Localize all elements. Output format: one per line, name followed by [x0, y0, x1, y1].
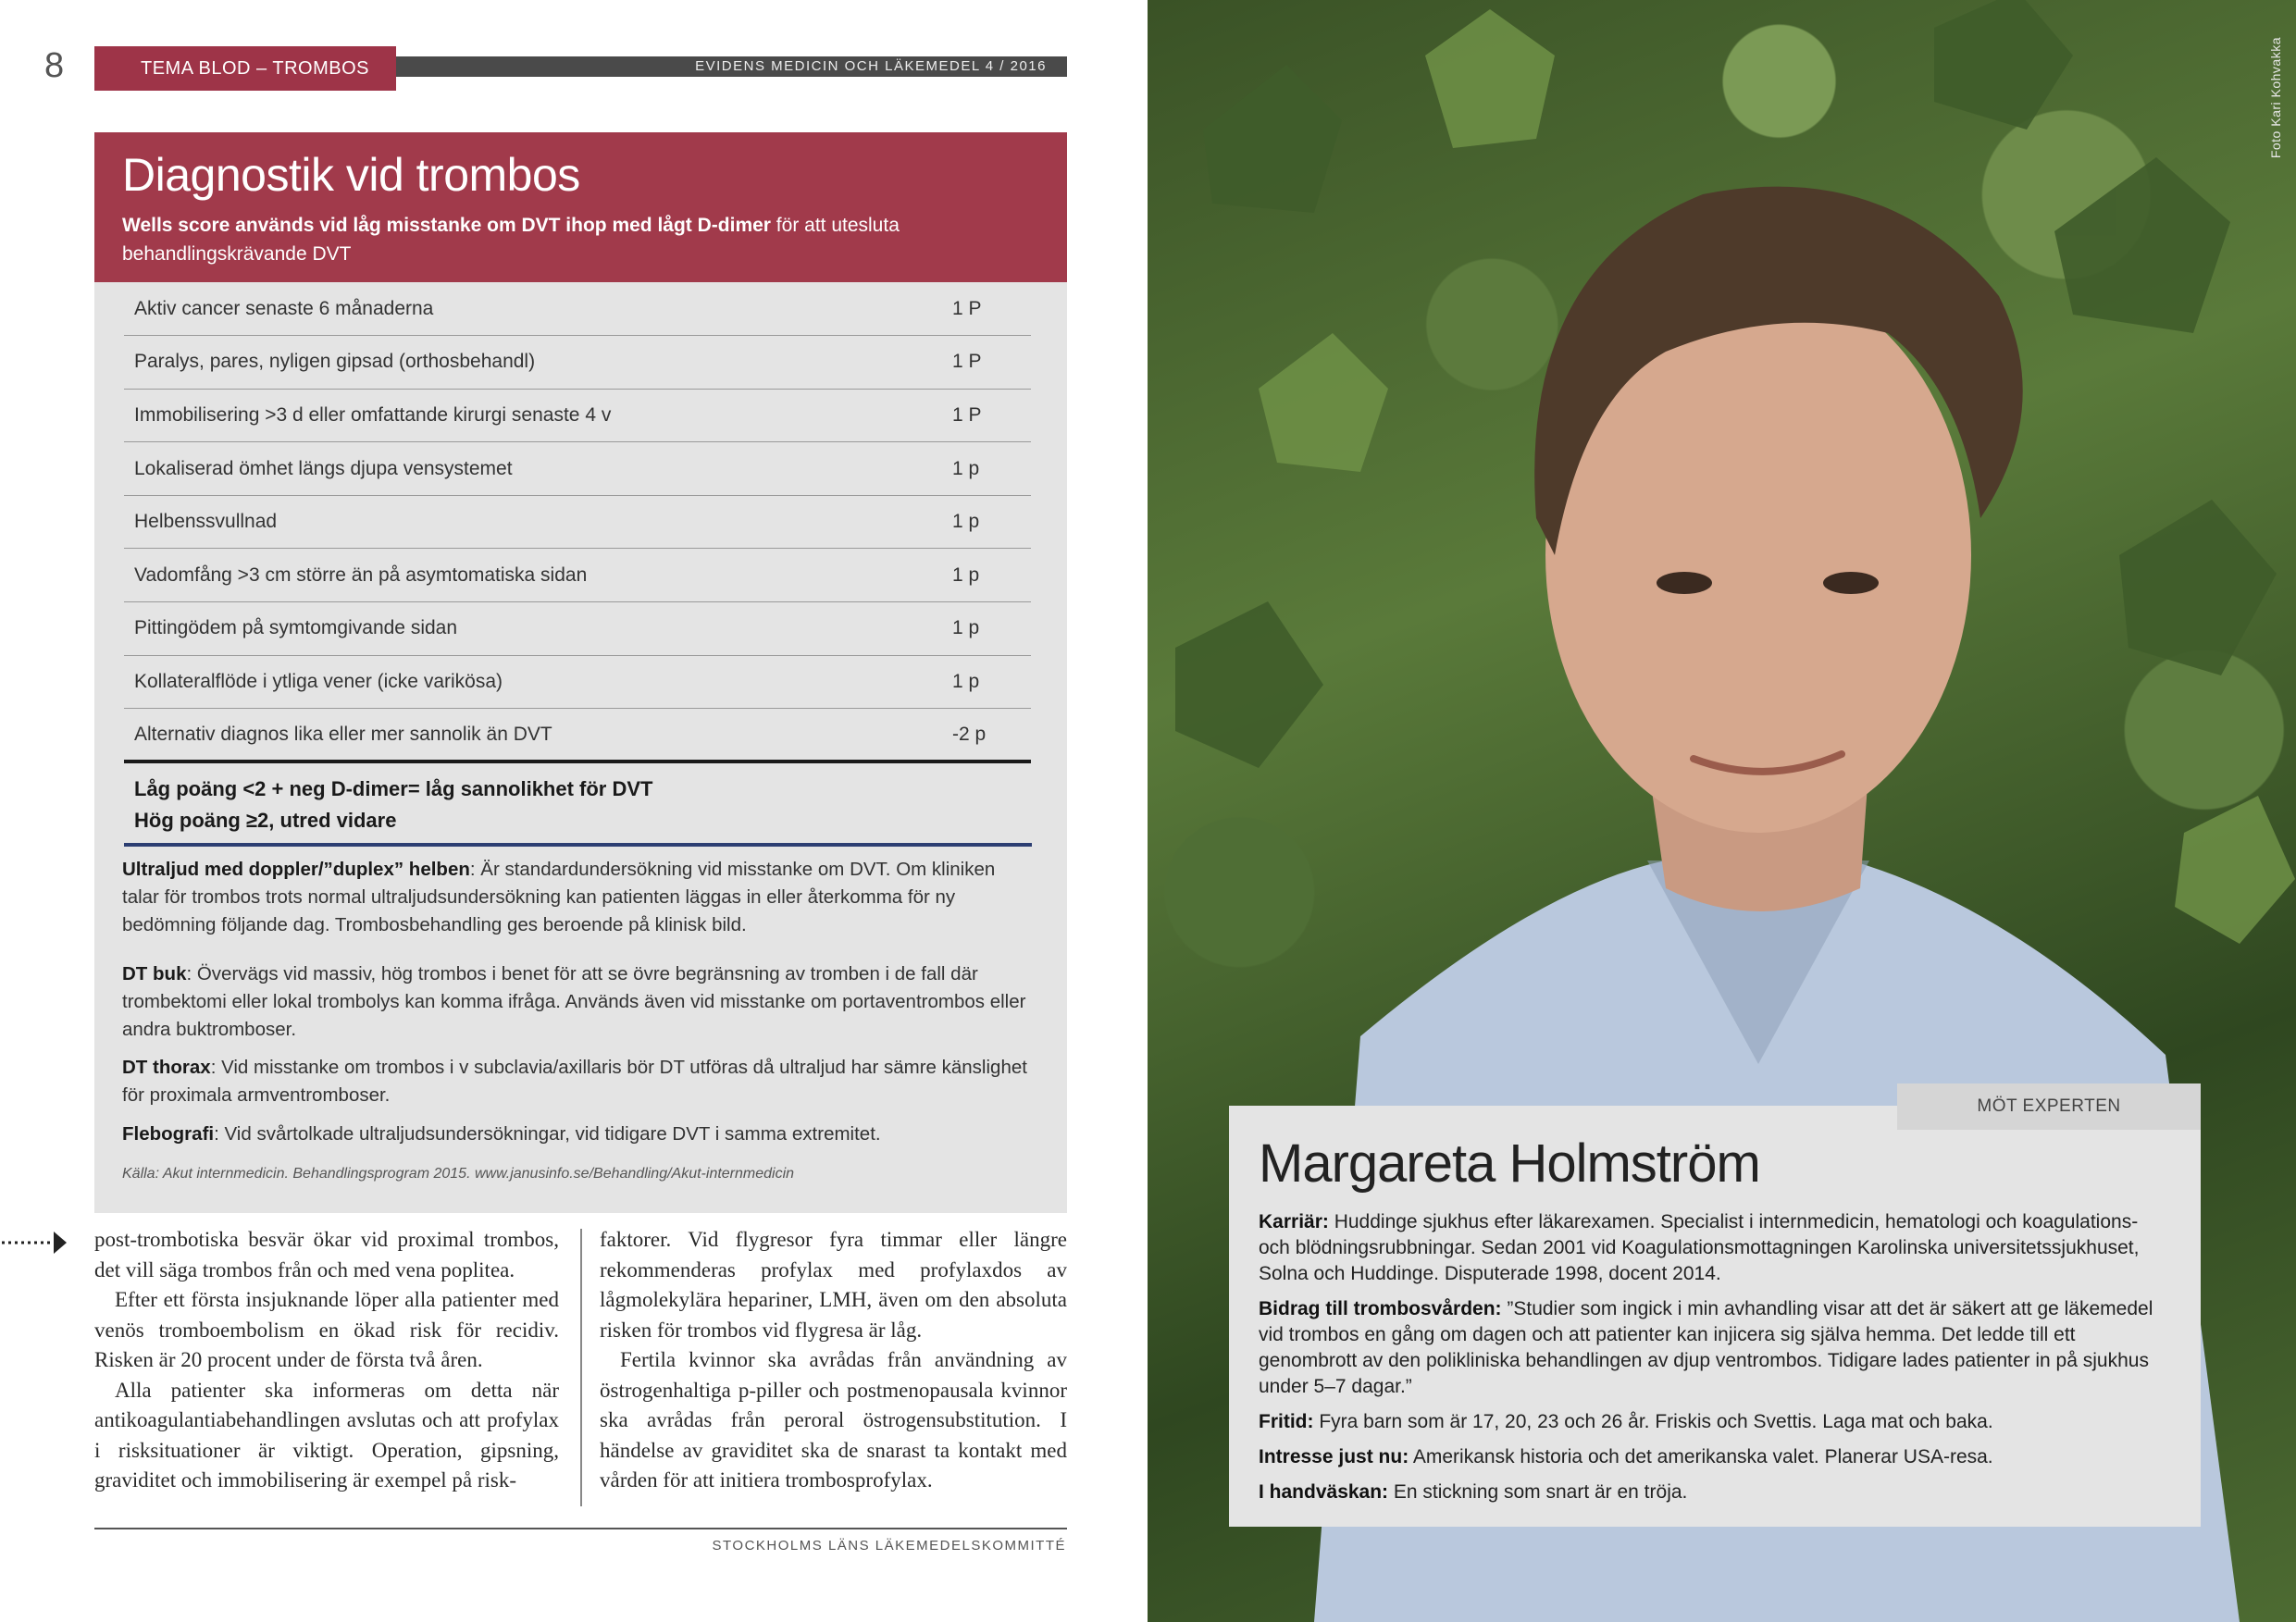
criterion-cell: Immobilisering >3 d eller omfattande kirurgi senaste 4 v — [124, 389, 952, 442]
field-label: Intresse just nu: — [1259, 1445, 1409, 1467]
field-text: Huddinge sjukhus efter läkarexamen. Specialist i internmedicin, hematologi och koagulations- och blödningsrubbningar. Sedan 2001 vid Koagulationsmottagningen Karolinska universitetssjukhuset, Solna och Huddinge. Disputerade 1998, docent 2014. — [1259, 1210, 2140, 1284]
method-phlebography — [122, 1121, 1034, 1148]
field-label: I handväskan: — [1259, 1480, 1389, 1503]
table-row — [124, 282, 1031, 336]
footer-divider — [94, 1528, 1067, 1529]
method-ultrasound — [122, 856, 1034, 939]
points-cell: 1 P — [952, 336, 1031, 390]
expert-field-handbag — [1259, 1480, 2171, 1505]
summary-low: Låg poäng <2 + neg D-dimer= låg sannolikhet för DVT — [134, 777, 653, 800]
method-label: Flebografi — [122, 1123, 215, 1145]
diagnostics-subtitle-bold: Wells score används vid låg misstanke om DVT ihop med lågt D-dimer — [122, 215, 771, 236]
method-label: DT buk — [122, 963, 187, 984]
divider — [124, 843, 1032, 847]
method-text: : Vid svårtolkade ultraljudsundersökningar, vid tidigare DVT i samma extremitet. — [214, 1123, 881, 1145]
diagnostics-subtitle — [122, 211, 1039, 268]
meet-expert-tag: MÖT EXPERTEN — [1897, 1083, 2201, 1130]
points-cell: 1 p — [952, 602, 1031, 656]
body-column-2 — [600, 1225, 1067, 1496]
table-row — [124, 389, 1031, 442]
diagnostics-box — [94, 132, 1067, 1213]
field-text: En stickning som snart är en tröja. — [1388, 1480, 1688, 1503]
table-row — [124, 495, 1031, 549]
field-text: Fyra barn som är 17, 20, 23 och 26 år. Friskis och Svettis. Laga mat och baka. — [1313, 1410, 1993, 1432]
criterion-cell: Paralys, pares, nyligen gipsad (orthosbehandl) — [124, 336, 952, 390]
method-ct-thorax — [122, 1054, 1034, 1109]
field-text: ”Studier som ingick i min avhandling visar att det är säkert att ge läkemedel vid trombos en gång om dagen och att patienter kan injicera sig själva hemma. Det ledde till ett genombrott av den polikliniska behandlingen av djup ventrombos. Tidigare lades patienter in på sjukhus under 5–7 dagar.” — [1259, 1297, 2153, 1397]
page-number: 8 — [44, 46, 65, 85]
points-cell: 1 P — [952, 282, 1031, 336]
paragraph: Fertila kvinnor ska avrådas från användning av östrogenhaltiga p-piller och postmenopausala kvinnor ska avrådas från peroral östrogensubstitution. I händelse av graviditet ska de snarast ta kontakt med vården för att initiera trombosprofylax. — [600, 1348, 1067, 1492]
points-cell: 1 p — [952, 549, 1031, 602]
paragraph: faktorer. Vid flygresor fyra timmar eller längre rekommenderas profylax med profylaxdos av lågmolekylära hepariner, LMH, även om den absoluta risken för trombos vid flygresa är låg. — [600, 1228, 1067, 1342]
wells-score-table — [124, 282, 1031, 763]
points-cell: 1 p — [952, 655, 1031, 709]
points-cell: 1 P — [952, 389, 1031, 442]
publication-label: EVIDENS MEDICIN OCH LÄKEMEDEL 4 / 2016 — [396, 56, 1067, 77]
criterion-cell: Lokaliserad ömhet längs djupa vensystemet — [124, 442, 952, 496]
field-text: Amerikansk historia och det amerikanska valet. Planerar USA-resa. — [1409, 1445, 1993, 1467]
table-row — [124, 549, 1031, 602]
field-label: Fritid: — [1259, 1410, 1314, 1432]
right-page — [1148, 0, 2296, 1622]
expert-field-career — [1259, 1209, 2171, 1287]
section-label: TEMA BLOD – TROMBOS — [94, 46, 396, 91]
score-summary — [134, 774, 1032, 836]
table-row — [124, 602, 1031, 656]
table-row — [124, 655, 1031, 709]
paragraph: Efter ett första insjuknande löper alla patienter med venös tromboembolism en ökad risk för recidiv. Risken är 20 procent under de första två åren. — [94, 1288, 559, 1371]
diagnostics-header — [94, 132, 1067, 282]
criterion-cell: Kollateralflöde i ytliga vener (icke varikösa) — [124, 655, 952, 709]
field-label: Karriär: — [1259, 1210, 1329, 1232]
criterion-cell: Aktiv cancer senaste 6 månaderna — [124, 282, 952, 336]
body-column-1 — [94, 1225, 559, 1496]
expert-field-interest — [1259, 1444, 2171, 1470]
expert-field-leisure — [1259, 1409, 2171, 1435]
paragraph: Alla patienter ska informeras om detta när antikoagulantiabehandlingen avslutas och att profylax i risksituationer är viktigt. Operation, gipsning, graviditet och immobilisering är exempel på risk- — [94, 1378, 559, 1492]
criterion-cell: Helbenssvullnad — [124, 495, 952, 549]
expert-name: Margareta Holmström — [1259, 1133, 1760, 1194]
criterion-cell: Pittingödem på symtomgivande sidan — [124, 602, 952, 656]
table-row — [124, 336, 1031, 390]
diagnostics-subtitle-rest: för att utesluta behandlingskrävande DVT — [122, 215, 900, 265]
paragraph: post-trombotiska besvär ökar vid proximal trombos, det vill säga trombos från och med vena poplitea. — [94, 1228, 559, 1282]
method-text: : Övervägs vid massiv, hög trombos i benet för att se övre begränsning av tromben i de fall där trombektomi eller lokal trombolys kan komma ifråga. Används även vid misstanke om portaventrombos eller andra buktromboser. — [122, 963, 1026, 1040]
expert-card — [1229, 1106, 2201, 1527]
diagnostics-title: Diagnostik vid trombos — [122, 149, 580, 201]
points-cell: 1 p — [952, 495, 1031, 549]
method-label: DT thorax — [122, 1057, 211, 1078]
footer-label: STOCKHOLMS LÄNS LÄKEMEDELSKOMMITTÉ — [712, 1538, 1066, 1554]
table-row — [124, 442, 1031, 496]
expert-field-contribution — [1259, 1296, 2171, 1400]
table-row — [124, 709, 1031, 762]
points-cell: 1 p — [952, 442, 1031, 496]
source-note: Källa: Akut internmedicin. Behandlingsprogram 2015. www.janusinfo.se/Behandling/Akut-internmedicin — [122, 1166, 795, 1182]
continuation-arrow-icon — [2, 1229, 67, 1257]
method-ct-abdomen — [122, 960, 1034, 1044]
photo-credit: Foto Kari Kohvakka — [2268, 37, 2283, 159]
method-label: Ultraljud med doppler/”duplex” helben — [122, 859, 470, 880]
summary-high: Hög poäng ≥2, utred vidare — [134, 809, 397, 832]
criterion-cell: Alternativ diagnos lika eller mer sannolik än DVT — [124, 709, 952, 762]
method-text: : Vid misstanke om trombos i v subclavia/axillaris bör DT utföras då ultraljud har sämre känslighet för proximala armventromboser. — [122, 1057, 1027, 1106]
column-divider — [580, 1229, 582, 1506]
criterion-cell: Vadomfång >3 cm större än på asymtomatiska sidan — [124, 549, 952, 602]
field-label: Bidrag till trombosvården: — [1259, 1297, 1502, 1319]
points-cell: -2 p — [952, 709, 1031, 762]
method-text: : Är standardundersökning vid misstanke om DVT. Om kliniken talar för trombos trots normal ultraljudsundersökning kan patienten läggas in eller återkomma för ny bedömning följande dag. Trombosbehandling ges beroende på klinisk bild. — [122, 859, 996, 935]
